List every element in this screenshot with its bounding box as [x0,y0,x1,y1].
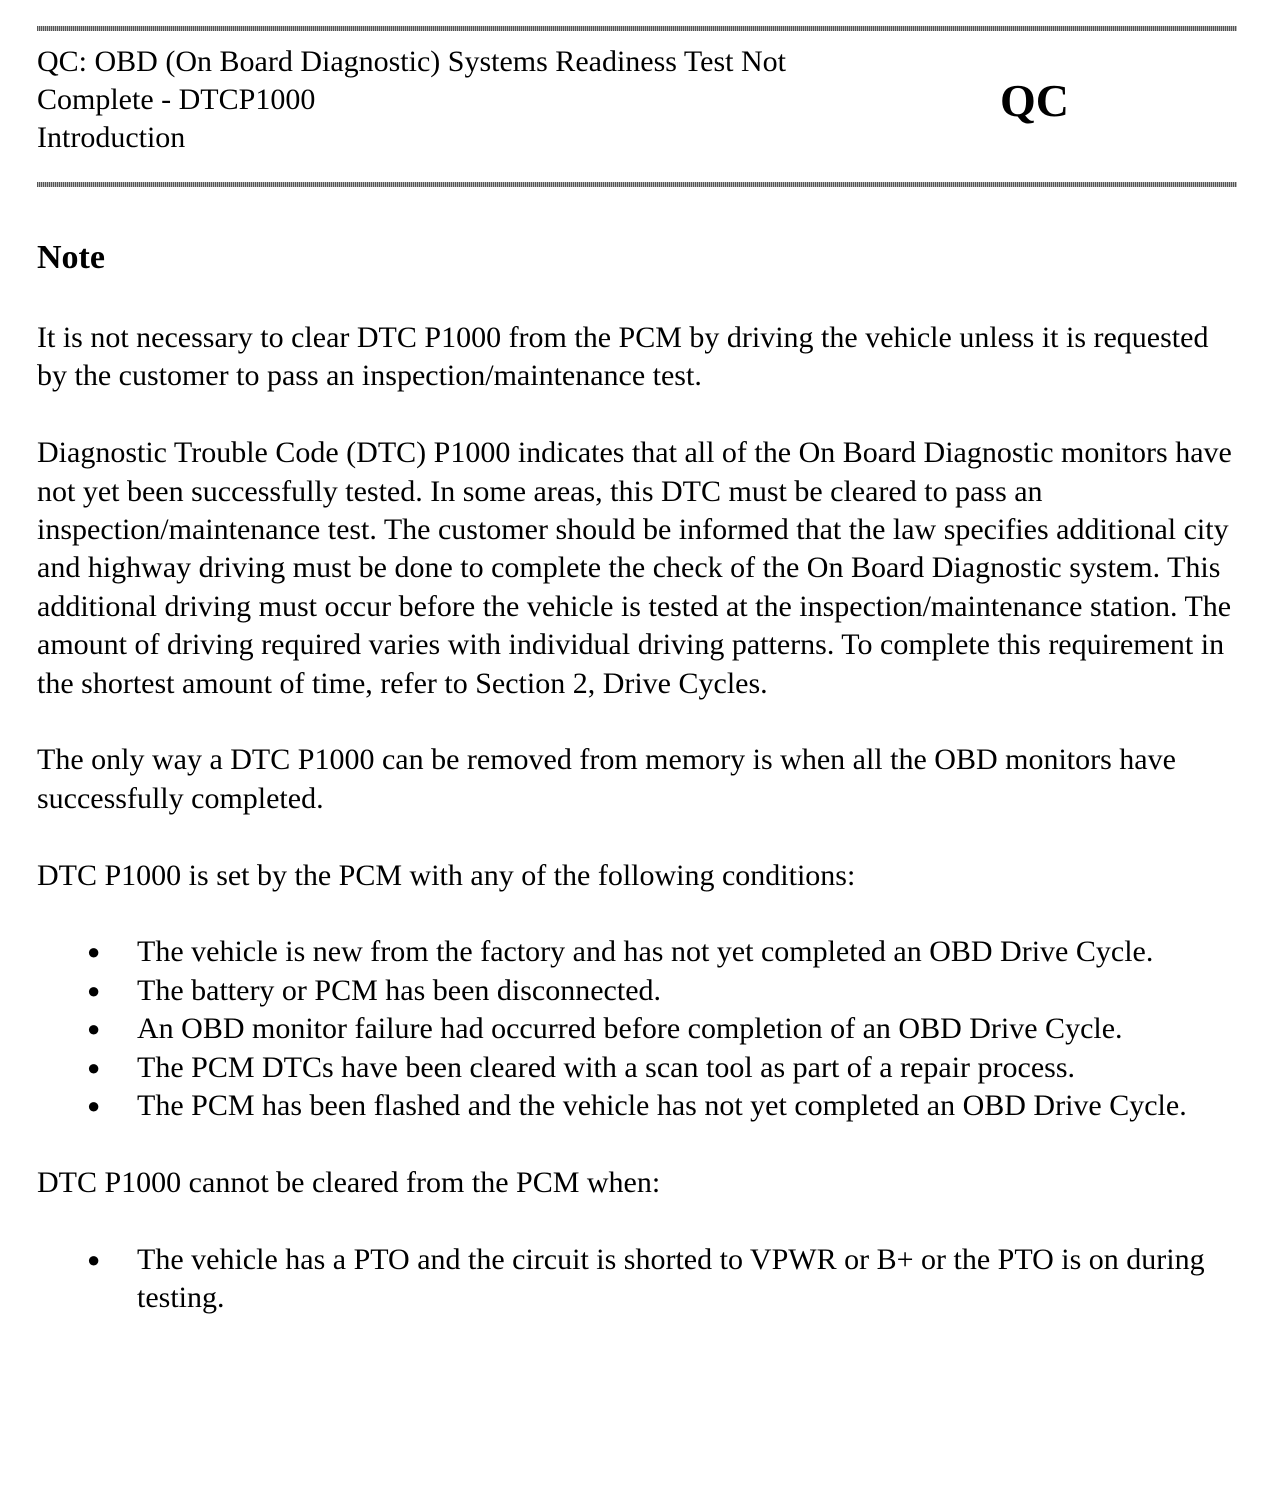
set-conditions-intro: DTC P1000 is set by the PCM with any of the following conditions: [37,858,856,892]
list-item-text: The vehicle is new from the factory and has not yet completed an OBD Drive Cycle. [137,935,1154,969]
list-item [87,1049,1242,1087]
list-item [87,972,1242,1010]
title-line: QC: OBD (On Board Diagnostic) Systems Readiness Test Not [37,45,786,78]
title-line: Introduction [37,121,186,154]
list-item-text: The battery or PCM has been disconnected. [137,973,662,1007]
bullet-icon: ● [87,977,101,1003]
header-top-rule [37,26,1237,31]
list-item-text: The PCM has been flashed and the vehicle has not yet completed an OBD Drive Cycle. [137,1089,1187,1123]
list-item [87,1010,1242,1048]
bullet-icon: ● [87,1246,101,1272]
list-item-text: An OBD monitor failure had occurred before completion of an OBD Drive Cycle. [137,1012,1123,1046]
note-heading: Note [37,239,105,276]
list-item [87,1241,1242,1318]
note-body [37,319,1242,1356]
paragraph: The only way a DTC P1000 can be removed from memory is when all the OBD monitors have successfully completed. [37,743,1176,815]
bullet-icon: ● [87,1016,101,1042]
list-item-text: The PCM DTCs have been cleared with a scan tool as part of a repair process. [137,1050,1076,1084]
bullet-icon: ● [87,1054,101,1080]
cannot-clear-intro: DTC P1000 cannot be cleared from the PCM when: [37,1165,661,1199]
document-title [37,43,917,157]
list-item [87,1087,1242,1125]
title-line: Complete - DTCP1000 [37,83,316,116]
header-bottom-rule [37,182,1237,187]
bullet-icon: ● [87,939,101,965]
paragraph: Diagnostic Trouble Code (DTC) P1000 indicates that all of the On Board Diagnostic monitors have not yet been successfully tested. In some areas, this DTC must be cleared to pass an inspection/maintenance test. The customer should be informed that the law specifies additional city and highway driving must be done to complete the check of the On Board Diagnostic system. This additional driving must occur before the vehicle is tested at the inspection/maintenance station. The amount of driving required varies with individual driving patterns. To complete this requirement in the shortest amount of time, refer to Section 2, Drive Cycles. [37,436,1232,700]
cannot-clear-list [37,1241,1242,1318]
list-item [87,933,1242,971]
paragraph: It is not necessary to clear DTC P1000 from the PCM by driving the vehicle unless it is requested by the customer to pass an inspection/maintenance test. [37,321,1209,393]
bullet-icon: ● [87,1093,101,1119]
list-item-text: The vehicle has a PTO and the circuit is shorted to VPWR or B+ or the PTO is on during testing. [137,1242,1205,1315]
section-badge: QC [1000,75,1069,126]
set-conditions-list [37,933,1242,1125]
